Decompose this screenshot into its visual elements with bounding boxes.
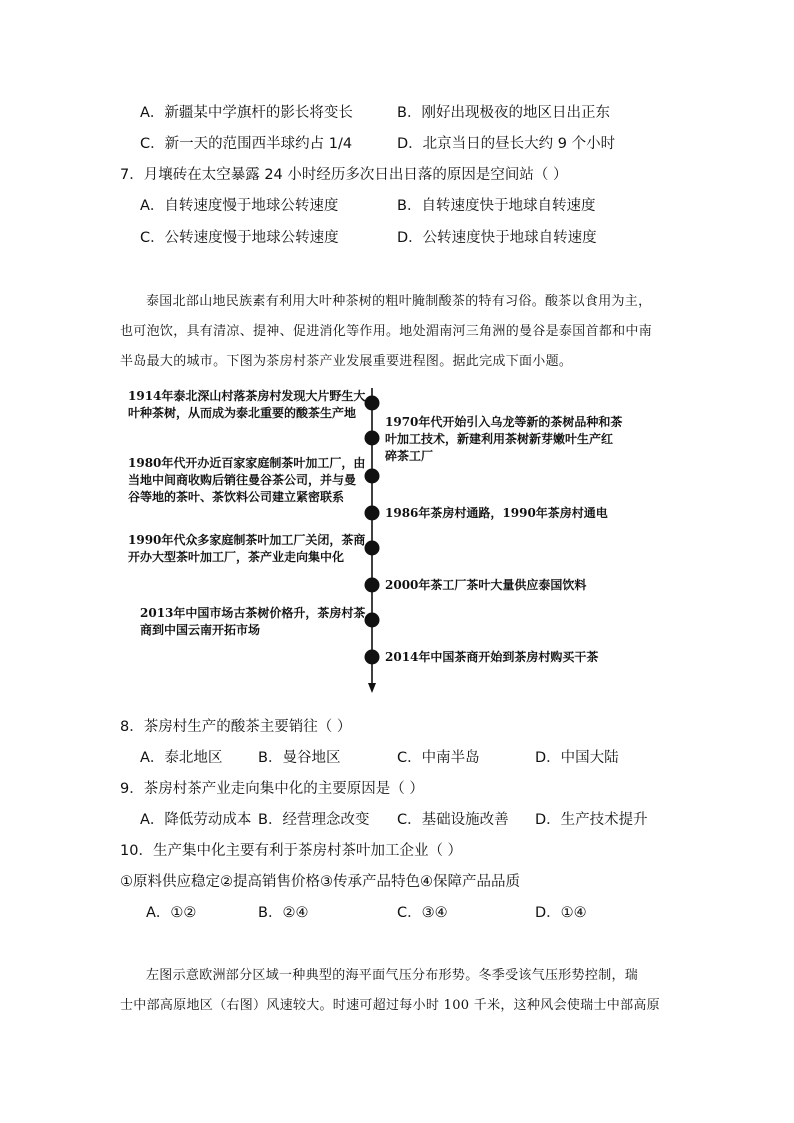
q8-option-b: B．曼谷地区	[258, 750, 341, 766]
passage2-line1: 左图示意欧洲部分区域一种典型的海平面气压分布形势。冬季受该气压形势控制，瑞	[146, 968, 639, 983]
passage2-line2: 士中部高原地区（右图）风速较大。时速可超过每小时 100 千米，这种风会使瑞士中部高原	[120, 998, 660, 1013]
q7-option-b: B．自转速度快于地球自转速度	[397, 198, 596, 214]
timeline-event-1980s-line2: 当地中间商收购后销往曼谷茶公司，并与曼	[128, 473, 357, 487]
timeline-event-1990s	[128, 532, 365, 566]
timeline-arrowhead	[368, 683, 376, 693]
timeline-event-1970s-line3: 碎茶工厂	[385, 449, 434, 463]
q6-option-b: B．刚好出现极夜的地区日出正东	[397, 105, 610, 121]
q10-option-d: D．①④	[535, 905, 587, 921]
q6-option-a: A．新疆某中学旗杆的影长将变长	[140, 105, 353, 121]
timeline-dot-1970s	[365, 431, 380, 446]
timeline-event-2000-line1: 2000年茶工厂茶叶大量供应泰国饮料	[385, 578, 587, 592]
timeline-event-1980s-line1: 1980年代开办近百家家庭制茶叶加工厂，由	[128, 456, 366, 470]
timeline-event-1980s	[128, 455, 365, 506]
timeline-event-1986	[385, 505, 608, 522]
q8-stem: 8．茶房村生产的酸茶主要销往（ ）	[120, 719, 352, 735]
passage1-line1: 泰国北部山地民族素有利用大叶种茶树的粗叶腌制酸茶的特有习俗。酸茶以食用为主，	[146, 294, 652, 309]
q8-option-a: A．泰北地区	[140, 750, 223, 766]
q10-stem: 10．生产集中化主要有利于茶房村茶叶加工企业（ ）	[120, 843, 463, 859]
timeline-event-2013-line2: 商到中国云南开拓市场	[140, 623, 261, 637]
timeline-dot-2014	[365, 650, 380, 665]
q7-option-c: C．公转速度慢于地球公转速度	[140, 230, 339, 246]
q9-stem: 9．茶房村茶产业走向集中化的主要原因是（ ）	[120, 781, 424, 797]
timeline-dot-1914	[365, 396, 380, 411]
timeline-event-1990s-line1: 1990年代众多家庭制茶叶加工厂关闭，茶商	[128, 533, 366, 547]
q8-option-d: D．中国大陆	[535, 750, 619, 766]
timeline-dot-2000	[365, 578, 380, 593]
q7-option-d: D．公转速度快于地球自转速度	[397, 230, 597, 246]
timeline-event-1980s-line3: 谷等地的茶叶、茶饮料公司建立紧密联系	[128, 490, 345, 504]
q10-option-a: A．①②	[146, 905, 197, 921]
timeline-event-1914-line2: 叶种茶树，从而成为泰北重要的酸茶生产地	[128, 406, 357, 420]
q9-option-d: D．生产技术提升	[535, 812, 648, 828]
q10-option-b: B．②④	[258, 905, 309, 921]
timeline-dot-2013	[365, 613, 380, 628]
timeline-event-2013	[140, 605, 365, 639]
q10-option-c: C．③④	[397, 905, 448, 921]
passage1-line2: 也可泡饮，具有清凉、提神、促进消化等作用。地处湄南河三角洲的曼谷是泰国首都和中南	[120, 324, 653, 339]
timeline-event-1914	[128, 388, 365, 422]
q9-option-c: C．基础设施改善	[397, 812, 509, 828]
timeline-event-1970s-line2: 叶加工技术，新建利用茶树新芽嫩叶生产红	[385, 432, 614, 446]
timeline-event-2014	[385, 649, 598, 666]
q7-stem: 7．月壤砖在太空暴露 24 小时经历多次日出日落的原因是空间站（ ）	[120, 167, 568, 183]
q8-option-c: C．中南半岛	[397, 750, 480, 766]
timeline-dot-1980s	[365, 469, 380, 484]
timeline-event-1986-line1: 1986年茶房村通路，1990年茶房村通电	[385, 506, 608, 520]
q9-option-b: B．经营理念改变	[258, 812, 370, 828]
timeline-dot-1990s	[365, 541, 380, 556]
timeline-event-1990s-line2: 开办大型茶叶加工厂，茶产业走向集中化	[128, 550, 345, 564]
timeline-event-2013-line1: 2013年中国市场古茶树价格升，茶房村茶	[140, 606, 366, 620]
q10-statements: ①原料供应稳定②提高销售价格③传承产品特色④保障产品品质	[120, 874, 520, 890]
timeline-event-1970s-line1: 1970年代开始引入乌龙等新的茶树品种和茶	[385, 415, 623, 429]
timeline-event-2000	[385, 577, 586, 594]
timeline-event-1914-line1: 1914年泰北深山村落茶房村发现大片野生大	[128, 389, 366, 403]
q6-option-c: C．新一天的范围西半球约占 1/4	[140, 136, 353, 152]
timeline-event-1970s	[385, 414, 622, 465]
timeline-dot-1986	[365, 506, 380, 521]
q7-option-a: A．自转速度慢于地球公转速度	[140, 198, 339, 214]
timeline-event-2014-line1: 2014年中国茶商开始到茶房村购买干茶	[385, 650, 599, 664]
q9-option-a: A．降低劳动成本	[140, 812, 252, 828]
q6-option-d: D．北京当日的昼长大约 9 个小时	[397, 136, 616, 152]
passage1-line3: 半岛最大的城市。下图为茶房村茶产业发展重要进程图。据此完成下面小题。	[120, 354, 573, 369]
